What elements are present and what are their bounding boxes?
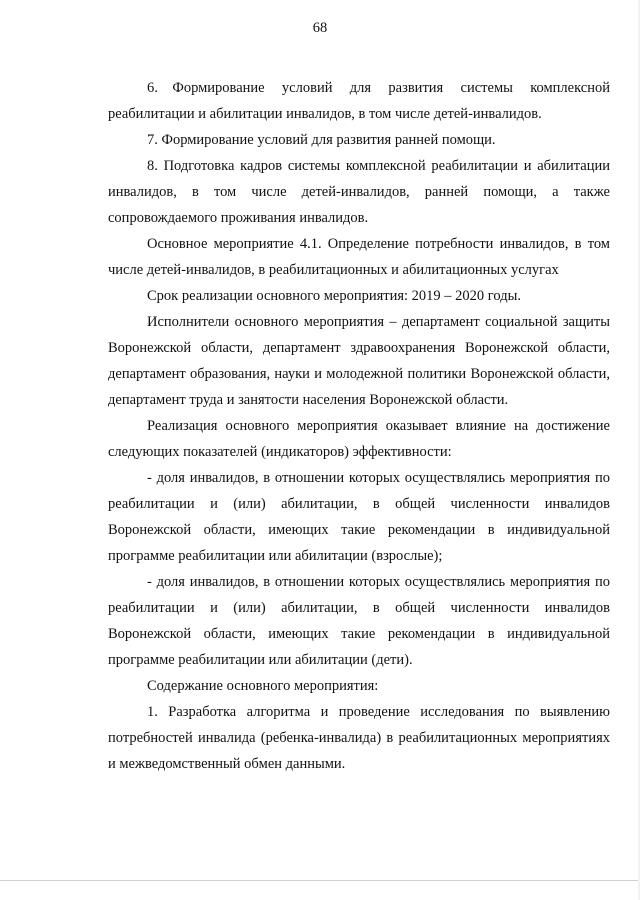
paragraph-item-6: 6. Формирование условий для развития системы комплексной реабилитации и абилитации инвалидов, в том числе детей-инвалидов. — [108, 80, 610, 122]
paragraph-item-7: 7. Формирование условий для развития ранней помощи. — [147, 132, 496, 148]
paragraph-indicators-intro: Реализация основного мероприятия оказывает влияние на достижение следующих показателей (индикаторов) эффективности: — [108, 418, 610, 460]
page-number: 68 — [312, 20, 328, 36]
paragraph-activity-title: Основное мероприятие 4.1. Определение потребности инвалидов, в том числе детей-инвалидов, в реабилитационных и абилитационных услугах — [108, 236, 610, 278]
document-body — [108, 75, 610, 777]
paragraph-content-heading: Содержание основного мероприятия: — [147, 678, 379, 694]
paragraph-indicator-children: - доля инвалидов, в отношении которых осуществлялись мероприятия по реабилитации и (или) абилитации, в общей численности инвалидов Воронежской области, имеющих такие рекомендации в индивидуальной программе реабилитации или абилитации (дети). — [108, 574, 610, 668]
paragraph-indicator-adults: - доля инвалидов, в отношении которых осуществлялись мероприятия по реабилитации и (или) абилитации, в общей численности инвалидов Воронежской области, имеющих такие рекомендации в индивидуальной программе реабилитации или абилитации (взрослые); — [108, 470, 610, 564]
scan-bottom-rule — [0, 880, 640, 881]
paragraph-executors: Исполнители основного мероприятия – департамент социальной защиты Воронежской области, департамент здравоохранения Воронежской области, департамент образования, науки и молодежной политики Воронежской области, департамент труда и занятости населения Воронежской области. — [108, 314, 610, 408]
paragraph-content-item-1: 1. Разработка алгоритма и проведение исследования по выявлению потребностей инвалида (ребенка-инвалида) в реабилитационных мероприятиях и межведомственный обмен данными. — [108, 704, 610, 772]
paragraph-item-8: 8. Подготовка кадров системы комплексной реабилитации и абилитации инвалидов, в том числе детей-инвалидов, ранней помощи, а также сопровождаемого проживания инвалидов. — [108, 158, 610, 226]
paragraph-implementation-period: Срок реализации основного мероприятия: 2019 – 2020 годы. — [147, 288, 521, 304]
